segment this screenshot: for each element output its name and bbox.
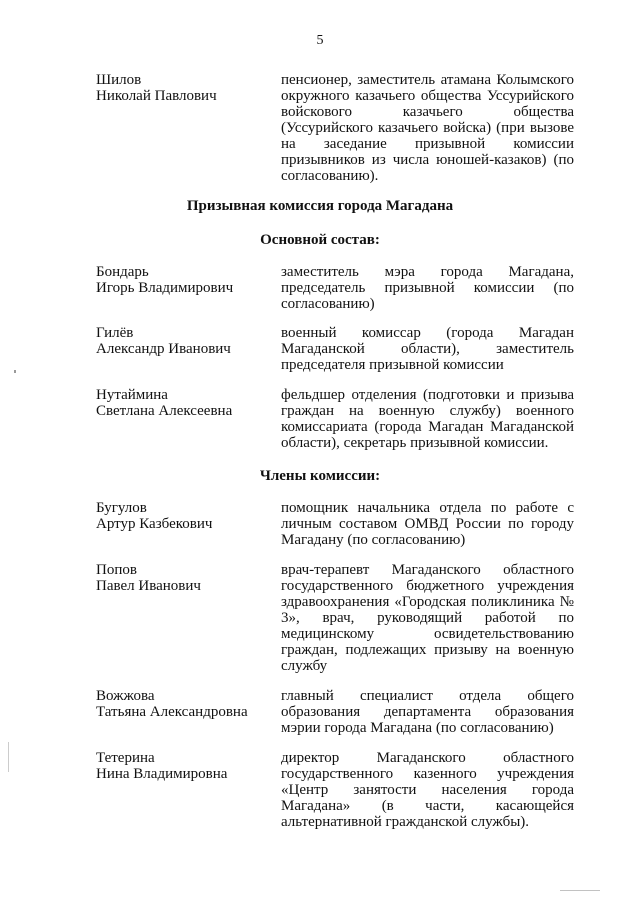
position-description: фельдшер отделения (подготовки и призыва граждан на военную службу) военного комиссариата (города Магадан Магаданской области), секретарь призывной комиссии. xyxy=(281,387,574,451)
position-description: врач-терапевт Магаданского областного государственного бюджетного учреждения здравоохранения «Городская поликлиника № 3», врач, руководящий работой по медицинскому освидетельствованию граждан, подлежащих призыву на военную службу xyxy=(281,562,574,674)
person-name xyxy=(96,750,271,782)
person-name xyxy=(96,562,271,594)
surname: Попов xyxy=(96,562,137,578)
given-names: Николай Павлович xyxy=(96,88,217,104)
given-names: Артур Казбекович xyxy=(96,516,213,532)
scan-edge-mark xyxy=(560,890,600,891)
person-name xyxy=(96,72,271,104)
position-description: помощник начальника отдела по работе с личным составом ОМВД России по городу Магадану (по согласованию) xyxy=(281,500,574,548)
given-names: Павел Иванович xyxy=(96,578,201,594)
position-description: военный комиссар (города Магадан Магаданской области), заместитель председателя призывной комиссии xyxy=(281,325,574,373)
surname: Вожжова xyxy=(96,688,155,704)
given-names: Александр Иванович xyxy=(96,341,231,357)
position-description: пенсионер, заместитель атамана Колымского окружного казачьего общества Уссурийского войскового казачьего общества (Уссурийского казачьего войска) (при вызове на заседание призывной комиссии призывников из числа юношей-казаков) (по согласованию). xyxy=(281,72,574,184)
commission-title: Призывная комиссия города Магадана xyxy=(186,198,454,214)
person-name xyxy=(96,325,271,357)
scan-speck xyxy=(14,370,16,373)
position-description: заместитель мэра города Магадана, председатель призывной комиссии (по согласованию) xyxy=(281,264,574,312)
page-number: 5 xyxy=(316,33,324,48)
given-names: Татьяна Александровна xyxy=(96,704,248,720)
position-description: главный специалист отдела общего образования департамента образования мэрии города Магадана (по согласованию) xyxy=(281,688,574,736)
position-description: директор Магаданского областного государственного казенного учреждения «Центр занятости населения города Магадана» (в части, касающейся альтернативной гражданской службы). xyxy=(281,750,574,830)
main-composition-heading: Основной состав: xyxy=(260,232,380,248)
surname: Бугулов xyxy=(96,500,147,516)
given-names: Светлана Алексеевна xyxy=(96,403,233,419)
surname: Бондарь xyxy=(96,264,149,280)
person-name xyxy=(96,387,271,419)
given-names: Нина Владимировна xyxy=(96,766,228,782)
person-name xyxy=(96,500,271,532)
surname: Тетерина xyxy=(96,750,155,766)
surname: Гилёв xyxy=(96,325,134,341)
given-names: Игорь Владимирович xyxy=(96,280,234,296)
person-name xyxy=(96,688,271,720)
person-name xyxy=(96,264,271,296)
surname: Шилов xyxy=(96,72,142,88)
members-heading: Члены комиссии: xyxy=(259,468,381,484)
scan-edge-mark xyxy=(8,742,9,772)
surname: Нутаймина xyxy=(96,387,168,403)
